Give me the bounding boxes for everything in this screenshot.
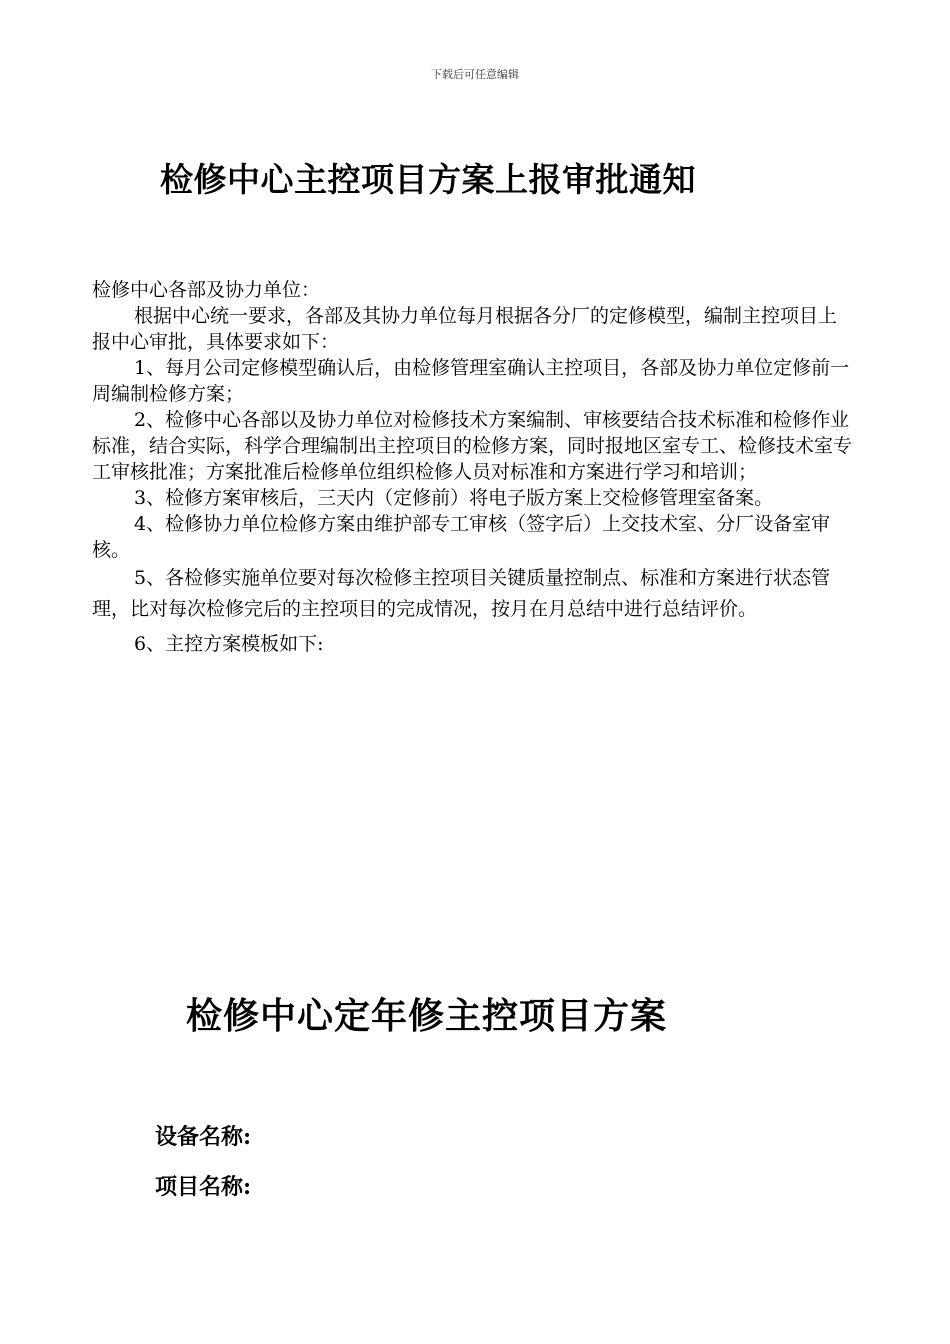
template-title: 检修中心定年修主控项目方案 — [186, 995, 668, 1037]
greeting: 检修中心各部及协力单位： — [92, 279, 321, 301]
header-note: 下载后可任意编辑 — [431, 68, 519, 81]
device-name-label: 设备名称: — [155, 1124, 252, 1150]
page-title: 检修中心主控项目方案上报审批通知 — [160, 160, 696, 199]
requirement-item-3: 3、检修方案审核后，三天内（定修前）将电子版方案上交检修管理室备案。 — [134, 487, 774, 509]
project-name-label: 项目名称: — [155, 1174, 252, 1200]
requirement-item-2: 2、检修中心各部以及协力单位对检修技术方案编制、审核要结合技术标准和检修作业标准，结合实际，科学合理编制出主控项目的检修方案，同时报地区室专工、检修技术室专工审核批准；方案批准后检修单位组织检修人员对标准和方案进行学习和培训； — [92, 409, 853, 483]
notice-body — [92, 277, 852, 657]
requirement-item-5: 5、各检修实施单位要对每次检修主控项目关键质量控制点、标准和方案进行状态管理，比对每次检修完后的主控项目的完成情况，按月在月总结中进行总结评价。 — [92, 567, 831, 620]
requirement-item-1: 1、每月公司定修模型确认后，由检修管理室确认主控项目，各部及协力单位定修前一周编制检修方案； — [92, 357, 850, 405]
intro-paragraph: 根据中心统一要求，各部及其协力单位每月根据各分厂的定修模型，编制主控项目上报中心审批，具体要求如下： — [92, 305, 838, 353]
requirement-item-6: 6、主控方案模板如下: — [134, 633, 324, 655]
requirement-item-4: 4、检修协力单位检修方案由维护部专工审核（签字后）上交技术室、分厂设备室审核。 — [92, 513, 831, 561]
